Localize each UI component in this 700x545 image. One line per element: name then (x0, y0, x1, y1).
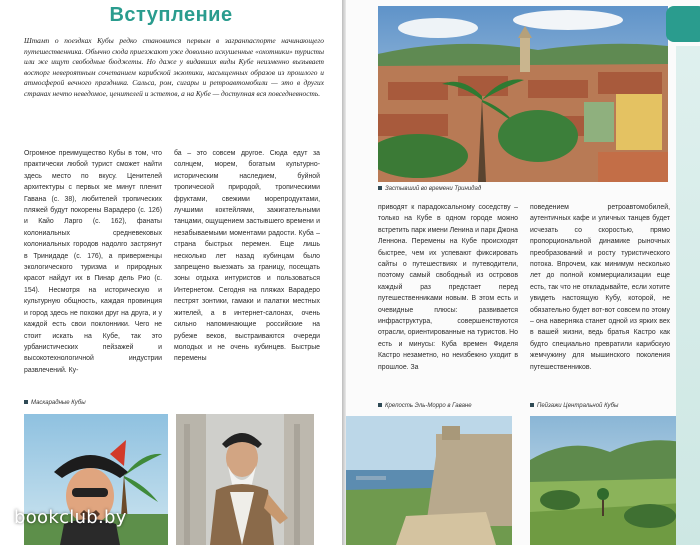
section-tab (666, 6, 700, 42)
caption-marker-icon (24, 400, 28, 404)
caption-trinidad-text: Застывший во времени Тринидад (385, 186, 482, 192)
caption-morro (378, 403, 472, 409)
caption-trinidad (378, 186, 481, 192)
caption-valley-text: Пейзажи Центральной Кубы (537, 403, 619, 409)
caption-pirates-text: Маскарадные Кубы (31, 400, 86, 406)
text-column-2: ба – это совсем другое. Сюда едут за солнцем, морем, богатым культурно-историческим наследием, буйной тропической природой, тропическими фруктами, свежими морепродуктами, лучшими коктейлями, зажигательными танцами, ощущением застывшего времени и незабываемыми моментами радости. Куба – страна быстрых перемен. Еще лишь несколько лет назад кубинцам было запрещено выезжать за границу, посещать зоны отдыха интуристов и пользоваться Интернетом. Сегодня на пляжах Варадеро пестрят зонтики, гамаки и палатки местных жителей, а в интернет-салонах, очень сильно напоминающие российские на рубеже веков, выстраиваются очереди молодых и не очень кубинцев. Быстрые перемены (174, 150, 320, 363)
caption-valley (530, 403, 618, 409)
photo-morro-image (346, 416, 512, 545)
caption-marker-icon (530, 403, 534, 407)
text-column-3: приводят к парадоксальному соседству – только на Кубе в одном городе можно встретить парк имени Ленина и парк Джона Леннона. Перемены на Кубе происходят быстрее, чем их успевают фиксировать сайты о путешествиях и путеводители, поэтому самый свободный из островов каждый раз предстает перед путешественниками новым. В этом есть и очевидные плюсы: развивается инфраструктура, совершенствуются отрасли, ориентированные на туристов. Но есть и минусы: Куба времен Фиделя Кастро незаметно, но неизбежно уходит в прошлое. За (378, 204, 518, 371)
photo-valley-image (530, 416, 700, 545)
photo-trinidad (378, 6, 668, 182)
text-column-4: поведением ретроавтомобилей, аутентичных кафе и уличных танцев будет исчезать со скоростью, прямо пропорциональной динамике рыночных преобразований и росту туристического потока. Впрочем, как минимум несколько лет до полной коммерциализации еще есть, так что не откладывайте, если хотите увидеть настоящую Кубу, которой, не обязательно будет вот-вот совсем по этому – она наверняка станет одной из ярких вех в вашей жизни, ведь братья Кастро как будто специально превратили карибскую жемчужину для мышинского поколения путешественников. (530, 204, 670, 371)
photo-valley (530, 416, 700, 545)
page-title: Вступление (109, 4, 233, 26)
photo-trinidad-image (378, 6, 668, 182)
left-page (0, 0, 342, 545)
text-column-1: Огромное преимущество Кубы в том, что практически любой турист сможет найти здесь место по вкусу. Ценителей архитектуры с первых же минут пленит Гавана (с. 38), любителей тропических пляжей будут покорены Варадеро (с. 126) и Кайо Ларго (с. 162), фанаты колониальных средневековых колониальных городов надолго застрянут в Тринидаде (с. 176), а приверженцы экологического туризма и природных красот найдут их в Пинар дель Рио (с. 154). Несмотря на историческую и культурную общность, каждая провинция и город здесь не похожи друг на друга, и у каждой есть свои поклонники. Чего не стоит искать на Кубе, так это урбанистических пейзажей и высокотехнологичной индустрии развлечений. Ку- (24, 150, 162, 374)
page-side-strip (676, 46, 700, 545)
lead-paragraph: Штамп о поездках Кубы редко становится первым в загранпаспорте начинающего путешественника. Обычно сюда приезжают уже довольно искушенные «охотники» туристы или же ищут свободные бюджеты. Но даже у видавших виды Кубе неизменно вызывает восторг невероятным сочетанием карибской экзотики, насыщенных образов из прошлого и атмосферой вечного праздника. Сальса, ром, сигары и ретроавтомобили — это в других странах нечто неведомое, ценителей и эстетов, а на Кубе — доступная вся повседневность. (24, 36, 324, 98)
caption-marker-icon (378, 186, 382, 190)
watermark: bookclub.by (14, 507, 127, 528)
caption-marker-icon (378, 403, 382, 407)
caption-pirates (24, 400, 86, 406)
photo-old-man (176, 414, 314, 545)
caption-morro-text: Крепость Эль-Морро в Гаване (385, 403, 472, 409)
right-page (346, 0, 700, 545)
photo-old-man-image (176, 414, 314, 545)
photo-morro (346, 416, 512, 545)
